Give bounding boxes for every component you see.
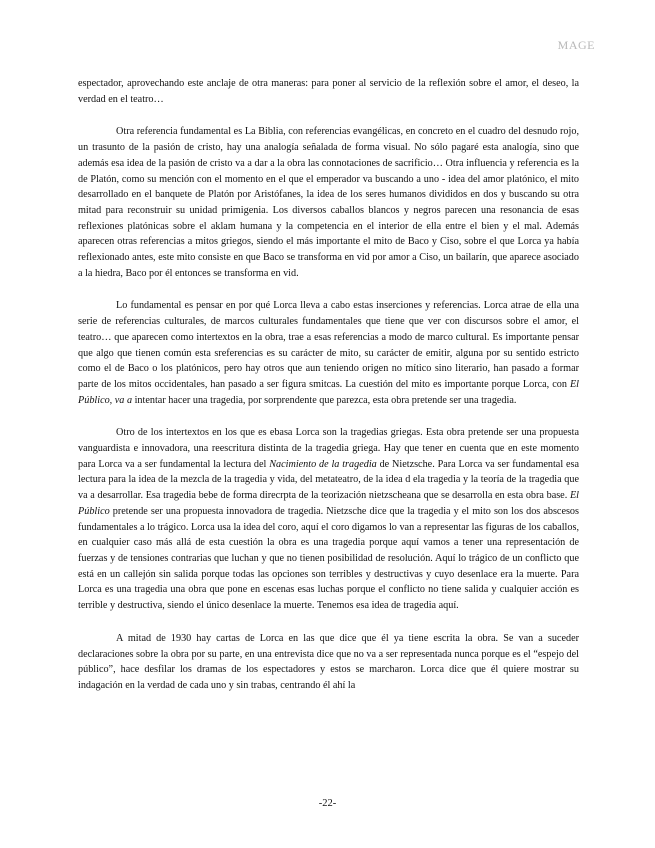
paragraph-3 xyxy=(78,298,579,408)
paragraph-4-text-before: Otro de los intertextos en los que es ebasa Lorca son la tragedias griegas. Esta obra pretende ser una propuesta vanguardista e innovadora, una reescritura distinta de la tragedia griega. Hay que tener en cuenta que en este momento para Lorca va a ser fundamental la lectura del xyxy=(78,427,579,470)
paragraph-3-text-after: intentar hacer una tragedia, por sorprendente que parezca, esta obra pretende ser una tragedia. xyxy=(132,394,517,406)
document-body xyxy=(78,76,579,694)
paragraph-4-italic-title: Nacimiento de la tragedia xyxy=(269,458,377,470)
running-header: MAGE xyxy=(557,38,595,52)
paragraph-3-italic-title: El Público, va a xyxy=(78,378,579,406)
paragraph-1: espectador, aprovechando este anclaje de otra maneras: para poner al servicio de la reflexión sobre el amor, el deseo, la verdad en el teatro… xyxy=(78,78,579,105)
page-number: -22- xyxy=(318,798,337,809)
paragraph-5: A mitad de 1930 hay cartas de Lorca en las que dice que él ya tiene escrita la obra. Se van a suceder declaraciones sobre la obra por su parte, en una entrevista dice que no va a ser representada nunca porque es el “espejo del público”, hace desfilar los dramas de los espectadores y estos se marcharon. Lorca dice que él quiere mostrar su indagación en la verdad de cada uno y sin trabas, centrando él ahí la xyxy=(78,632,579,691)
paragraph-2: Otra referencia fundamental es La Biblia, con referencias evangélicas, en concreto en el cuadro del desnudo rojo, un trasunto de la pasión de cristo, hay una analogía señalada de forma visual. No sólo pagaré esta analogía, sino que además esa idea de la pasión de cristo va a dar a la obra las connotaciones de sacrificio… Otra influencia y referencia es la de Platón, como su mención con el momento en el que el emperador va buscando a uno - idea del amor platónico, el mito desarrollado en el banquete de Platón por Aristófanes, la idea de los seres humanos divididos en dos y buscando su otra mitad para reconstruir su unidad primigenia. Los diversos caballos blancos y negros parecen una resonancia de esas reflexiones platónicas sobre el aklam humana y la competencia en el interior de ella entre el bien y el mal. Además aparecen otras referencias a mitos griegos, siendo el más importante el mito de Baco y Ciso, sobre el que Lorca ya había reflexionado antes, este mito consiste en que Baco se transforma en vid por amor a Ciso, un bailarín, que aparece asociado a la hiedra, Baco por él entonces se transforma en vid. xyxy=(78,126,579,279)
paragraph-4 xyxy=(78,425,579,613)
paragraph-4-text-after: pretende ser una propuesta innovadora de tragedia. Nietzsche dice que la tragedia y el mito son los dos abscesos fundamentales a lo trágico. Lorca usa la idea del coro, aquí el coro digamos lo van a representar las figuras de los caballos, en cualquier caso más allá de esta cuestión la obra es una tragedia porque aquí vamos a tener una representación de fuerzas y de tensiones contrarias que luchan y que no tienen posibilidad de resolución. Aquí lo trágico de un conflicto que está en un callejón sin salida porque todas las opciones son terribles y destructivas y cuyo desenlace era la muerte. Para Lorca es una tragedia una obra que pone en escenas esas luchas porque el conflicto no tiene salida y cualquier acción es terrible y destructiva, siendo el único desenlace la muerte. Tenemos esa idea de tragedia aquí. xyxy=(78,505,579,612)
paragraph-4-text-middle: de Nietzsche. Para Lorca va ser fundamental esa lectura para la idea de la mezcla de la tragedia y vida, del metateatro, de la idea d ela tragedia y la teoría de la tragedia que va a desarrollar. Esa tragedia bebe de forma direcrpta de la teorización nietzscheana que se desarrolla en esta obra base. xyxy=(78,458,579,502)
paragraph-4-italic-title-2: El Público xyxy=(78,490,579,517)
paragraph-3-text-before: Lo fundamental es pensar en por qué Lorca lleva a cabo estas inserciones y referencias. Lorca atrae de ella una serie de referencias culturales, de marcos culturales fundamentales que tiene que ver con discursos sobre el amor, el teatro… que aparecen como intertextos en la obra, trae a esas referencias a modo de marco cultural. Es importante pensar que algo que tienen común esta sreferencias es su carácter de mito, su carácter de emitir, alguna por su sentido estricto como el de Baco o los platónicos, pero hay otros que aun teniendo origen no mítico sino literario, han pasado a formar parte de los mitos occidentales, han pasado a ser figura smitcas. La cuestión del mito es importante porque Lorca, con xyxy=(78,300,579,390)
